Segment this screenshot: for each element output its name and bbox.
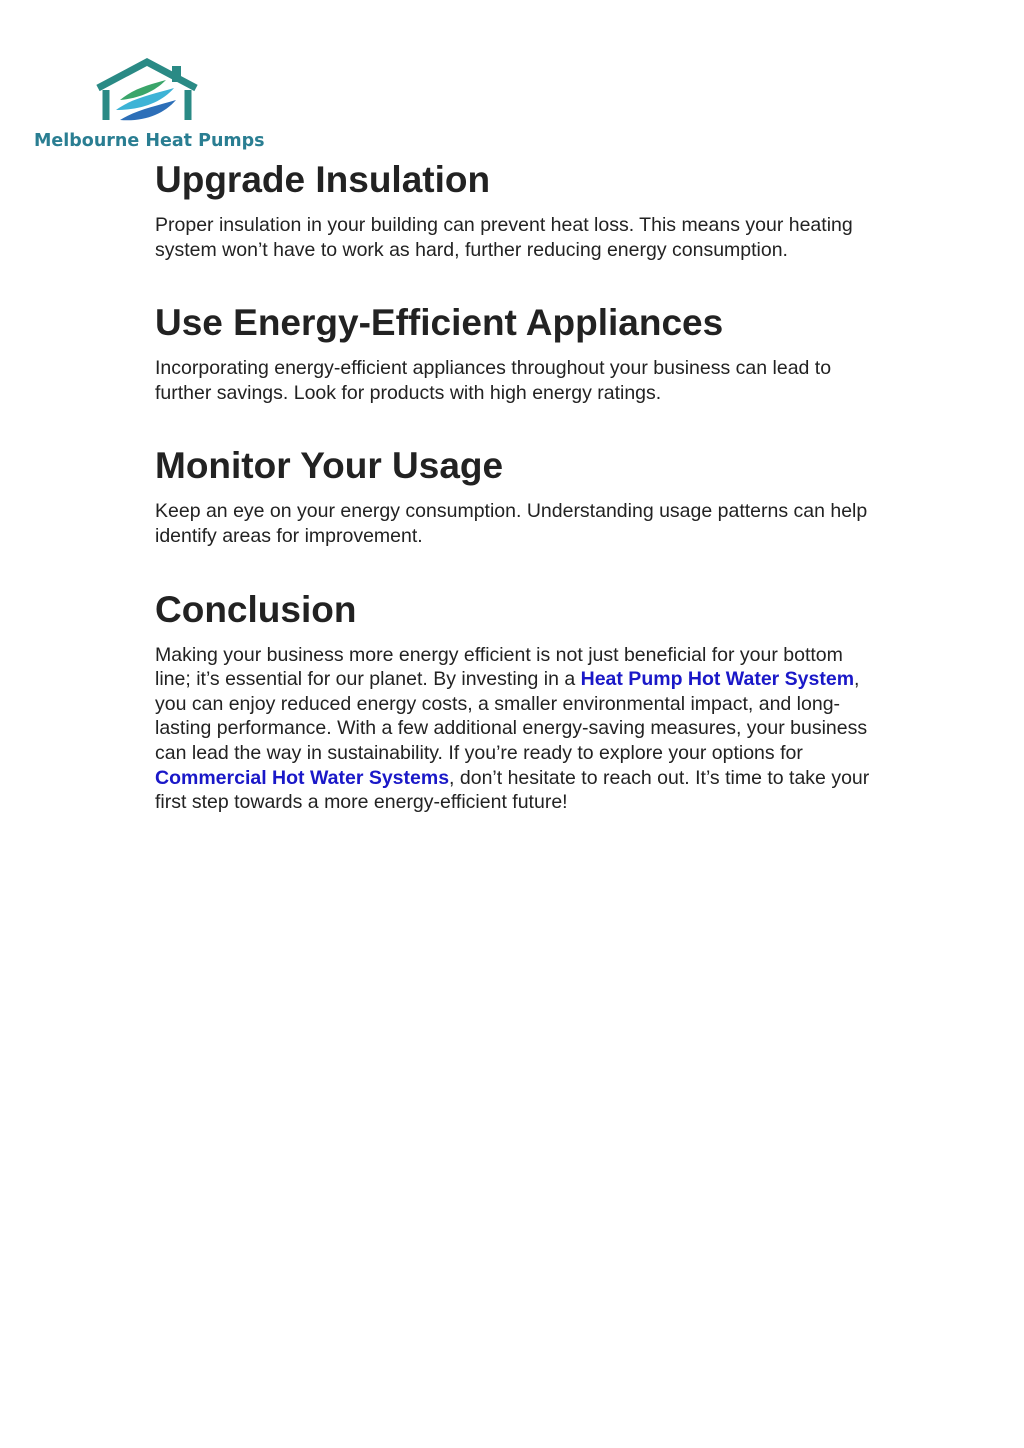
- logo-wordmark: Melbourne Heat Pumps: [34, 131, 265, 151]
- section-heading: Conclusion: [155, 588, 357, 630]
- house-logo-icon: [94, 58, 204, 130]
- body-text: , don’t hesitate to reach out. It’s time to take your first step towards a more energy-efficient future!: [155, 766, 870, 814]
- section-monitor-usage: [155, 443, 875, 548]
- section-heading: Monitor Your Usage: [155, 445, 504, 487]
- commercial-hot-water-systems-link[interactable]: Commercial Hot Water Systems: [155, 766, 450, 789]
- section-heading: Use Energy-Efficient Appliances: [155, 302, 724, 344]
- section-conclusion: [155, 587, 875, 815]
- section-body: Keep an eye on your energy consumption. Understanding usage patterns can help identify areas for improvement.: [155, 500, 868, 547]
- article-content: [155, 157, 875, 815]
- section-body: Proper insulation in your building can prevent heat loss. This means your heating system won’t have to work as hard, further reducing energy consumption.: [155, 214, 853, 261]
- section-body: [155, 643, 875, 815]
- section-body: Incorporating energy-efficient appliances throughout your business can lead to further savings. Look for products with high energy ratings.: [155, 357, 832, 404]
- section-energy-efficient-appliances: [155, 300, 875, 405]
- section-heading: Upgrade Insulation: [155, 159, 491, 200]
- body-text: Making your business more energy efficient is not just beneficial for your bottom line; it’s essential for our planet. By investing in a: [155, 643, 843, 691]
- section-upgrade-insulation: [155, 157, 875, 262]
- body-text: , you can enjoy reduced energy costs, a smaller environmental impact, and long-lasting performance. With a few additional energy-saving measures, your business can lead the way in sustainability. If you’re ready to explore your options for: [155, 668, 868, 764]
- brand-logo[interactable]: [30, 58, 270, 158]
- heat-pump-hot-water-system-link[interactable]: Heat Pump Hot Water System: [580, 668, 855, 691]
